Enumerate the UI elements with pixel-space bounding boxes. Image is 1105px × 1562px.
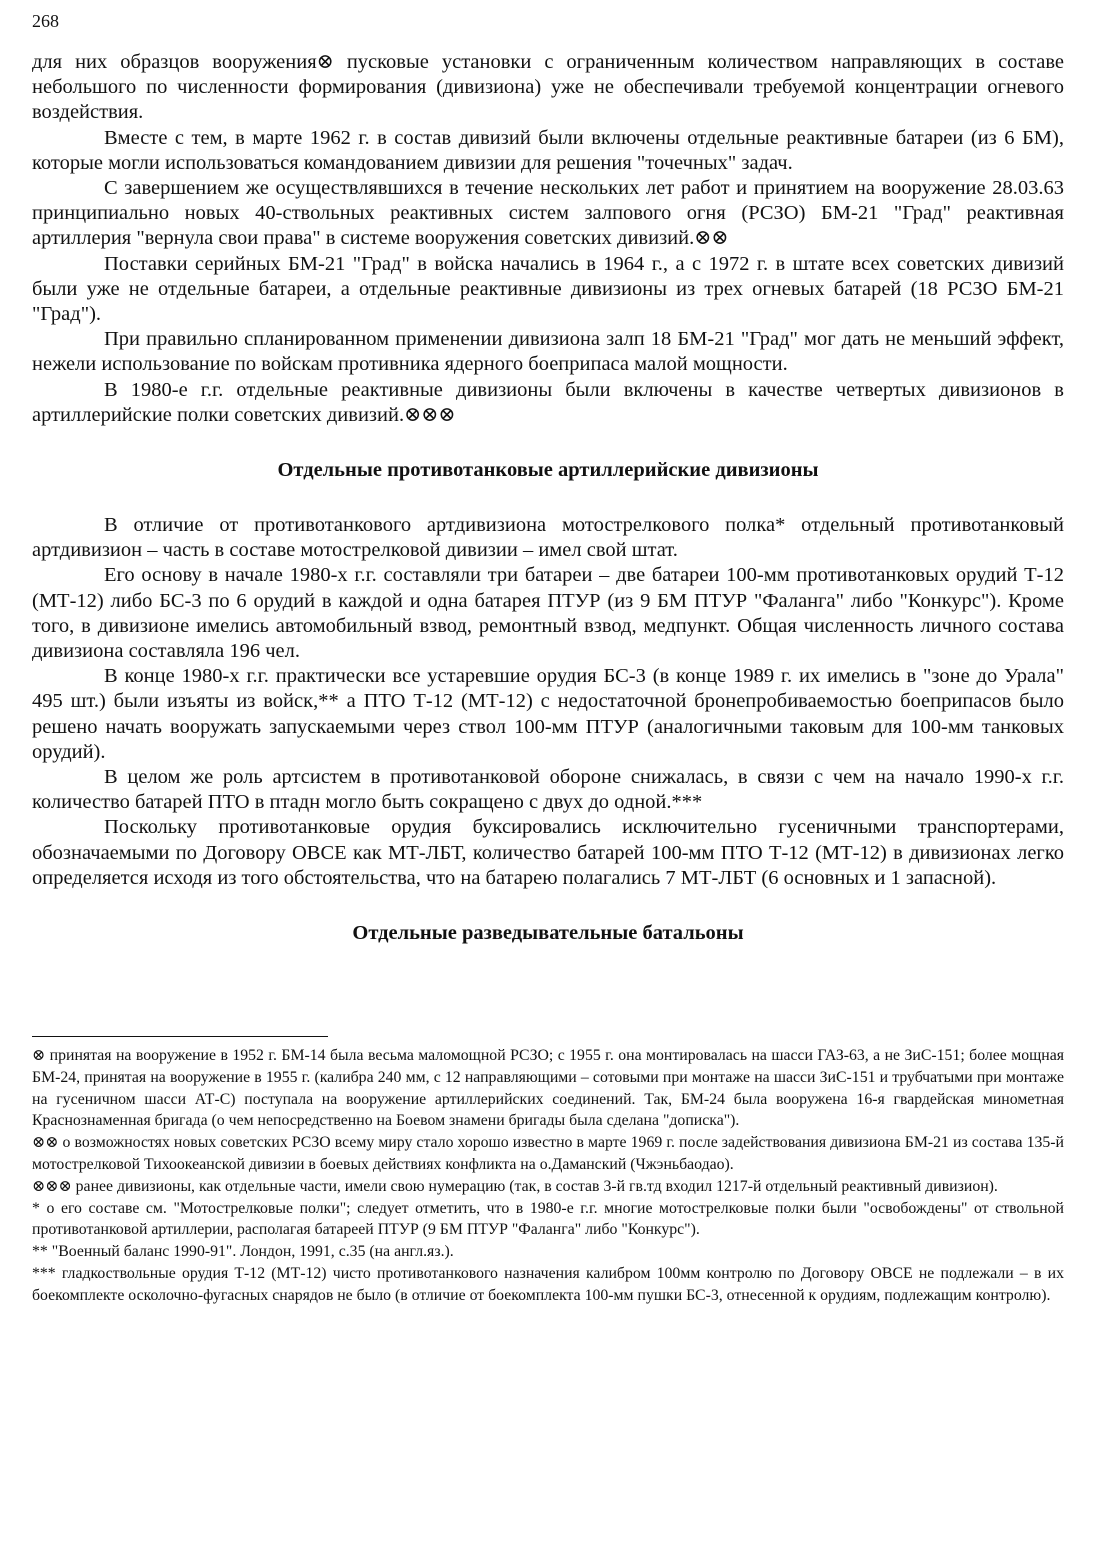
paragraph: При правильно спланированном применении дивизиона залп 18 БМ-21 "Град" мог дать не меньший эффект, нежели использование по войскам противника ядерного боеприпаса малой мощности. xyxy=(32,328,1064,376)
footnote: ⊗⊗ о возможностях новых советских РСЗО всему миру стало хорошо известно в марте 1969 г. после задействования дивизиона БМ-21 из состава 135-й мотострелковой Тихоокеанской дивизии в боевых действиях конфликта на о.Даманский (Чжэньбаодао). xyxy=(32,1134,1064,1174)
document-page xyxy=(32,10,1064,1307)
paragraph: В отличие от противотанкового артдивизиона мотострелкового полка* отдельный противотанковый артдивизион – часть в составе мотострелковой дивизии – имел свой штат. xyxy=(32,514,1064,562)
body-text xyxy=(32,50,1064,946)
footnote: ** "Военный баланс 1990-91". Лондон, 1991, с.35 (на англ.яз.). xyxy=(32,1243,454,1261)
footnote: *** гладкоствольные орудия Т-12 (МТ-12) чисто противотанкового назначения калибром 100мм контролю по Договору ОВСЕ не подлежали – в их боекомплекте осколочно-фугасных снарядов не было (в отличие от боекомплекта 100-мм пушки БС-3, отнесенной к орудиям, подлежащим контролю). xyxy=(32,1265,1064,1304)
paragraph: Поставки серийных БМ-21 "Град" в войска начались в 1964 г., а с 1972 г. в штате всех советских дивизий были уже не отдельные батареи, а отдельные реактивные дивизионы из трех огневых батарей (18 РСЗО БМ-21 "Град"). xyxy=(32,252,1064,326)
paragraph: В конце 1980-х г.г. практически все устаревшие орудия БС-3 (в конце 1989 г. их имелись в "зоне до Урала" 495 шт.) были изъяты из войск,** а ПТО Т-12 (МТ-12) с недостаточной бронепробиваемостью боеприпасов было решено начать вооружать запускаемыми через ствол 100-мм ПТУР (аналогичными таковым для 100-мм танковых орудий). xyxy=(32,665,1064,763)
paragraph: С завершением же осуществлявшихся в течение нескольких лет работ и принятием на вооружение 28.03.63 принципиально новых 40-ствольных реактивных систем залпового огня (РСЗО) БМ-21 "Град" реактивная артиллерия "вернула свои права" в системе вооружения советских дивизий.⊗⊗ xyxy=(32,177,1064,250)
section-heading-reconnaissance: Отдельные разведывательные батальоны xyxy=(352,922,744,945)
footnote: ⊗ принятая на вооружение в 1952 г. БМ-14 была весьма маломощной РСЗО; с 1955 г. она монтировалась на шасси ГАЗ-63, а не ЗиС-151; более мощная БМ-24, принятая на вооружение в 1955 г. (калибра 240 мм, с 12 направляющими – сотовыми при монтаже на шасси ЗиС-151 и трубчатыми при монтаже на гусеничном шасси АТ-С) поступала на вооружение артиллерийских соединений. Так, БМ-24 была вооружена 16-я гвардейская минометная Краснознаменная бригада (о чем непосредственно на Боевом знамени бригады была сделана "дописка"). xyxy=(32,1047,1064,1130)
paragraph: В 1980-е г.г. отдельные реактивные дивизионы были включены в качестве четвертых дивизионов в артиллерийские полки советских дивизий.⊗⊗⊗ xyxy=(32,378,1064,426)
section-heading-antitank: Отдельные противотанковые артиллерийские дивизионы xyxy=(277,459,819,482)
paragraph: В целом же роль артсистем в противотанковой обороне снижалась, в связи с чем на начало 1990-х г.г. количество батарей ПТО в птадн могло быть сокращено с двух до одной.*** xyxy=(32,766,1064,814)
footnote: * о его составе см. "Мотострелковые полки"; следует отметить, что в 1980-е г.г. многие мотострелковые полки были "освобождены" от ствольной противотанковой артиллерии, располагая батареей ПТУР (9 БМ ПТУР "Фаланга" либо "Конкурс"). xyxy=(32,1199,1064,1239)
footnote-divider xyxy=(32,1036,328,1037)
paragraph: Его основу в начале 1980-х г.г. составляли три батареи – две батареи 100-мм противотанковых орудий Т-12 (МТ-12) либо БС-3 по 6 орудий в каждой и одна батарея ПТУР (из 9 БМ ПТУР "Фаланга" либо "Конкурс"). Кроме того, в дивизионе имелись автомобильный взвод, ремонтный взвод, медпункт. Общая численность личного состава дивизиона составляла 196 чел. xyxy=(32,564,1064,663)
footnotes xyxy=(32,1045,1064,1307)
page-number: 268 xyxy=(32,11,59,31)
footnote: ⊗⊗⊗ ранее дивизионы, как отдельные части, имели свою нумерацию (так, в состав 3-й гв.тд входил 1217-й отдельный реактивный дивизион). xyxy=(32,1177,998,1195)
paragraph: Поскольку противотанковые орудия буксировались исключительно гусеничными транспортерами, обозначаемыми по Договору ОВСЕ как МТ-ЛБТ, количество батарей 100-мм ПТО Т-12 (МТ-12) в дивизионах легко определяется исходя из того обстоятельства, что на батарею полагались 7 МТ-ЛБТ (6 основных и 1 запасной). xyxy=(32,816,1064,889)
paragraph: Вместе с тем, в марте 1962 г. в состав дивизий были включены отдельные реактивные батареи (из 6 БМ), которые могли использоваться командованием дивизии для решения "точечных" задач. xyxy=(32,126,1064,174)
paragraph: для них образцов вооружения⊗ пусковые установки с ограниченным количеством направляющих в составе небольшого по численности формирования (дивизиона) уже не обеспечивали требуемой концентрации огневого воздействия. xyxy=(32,51,1064,124)
